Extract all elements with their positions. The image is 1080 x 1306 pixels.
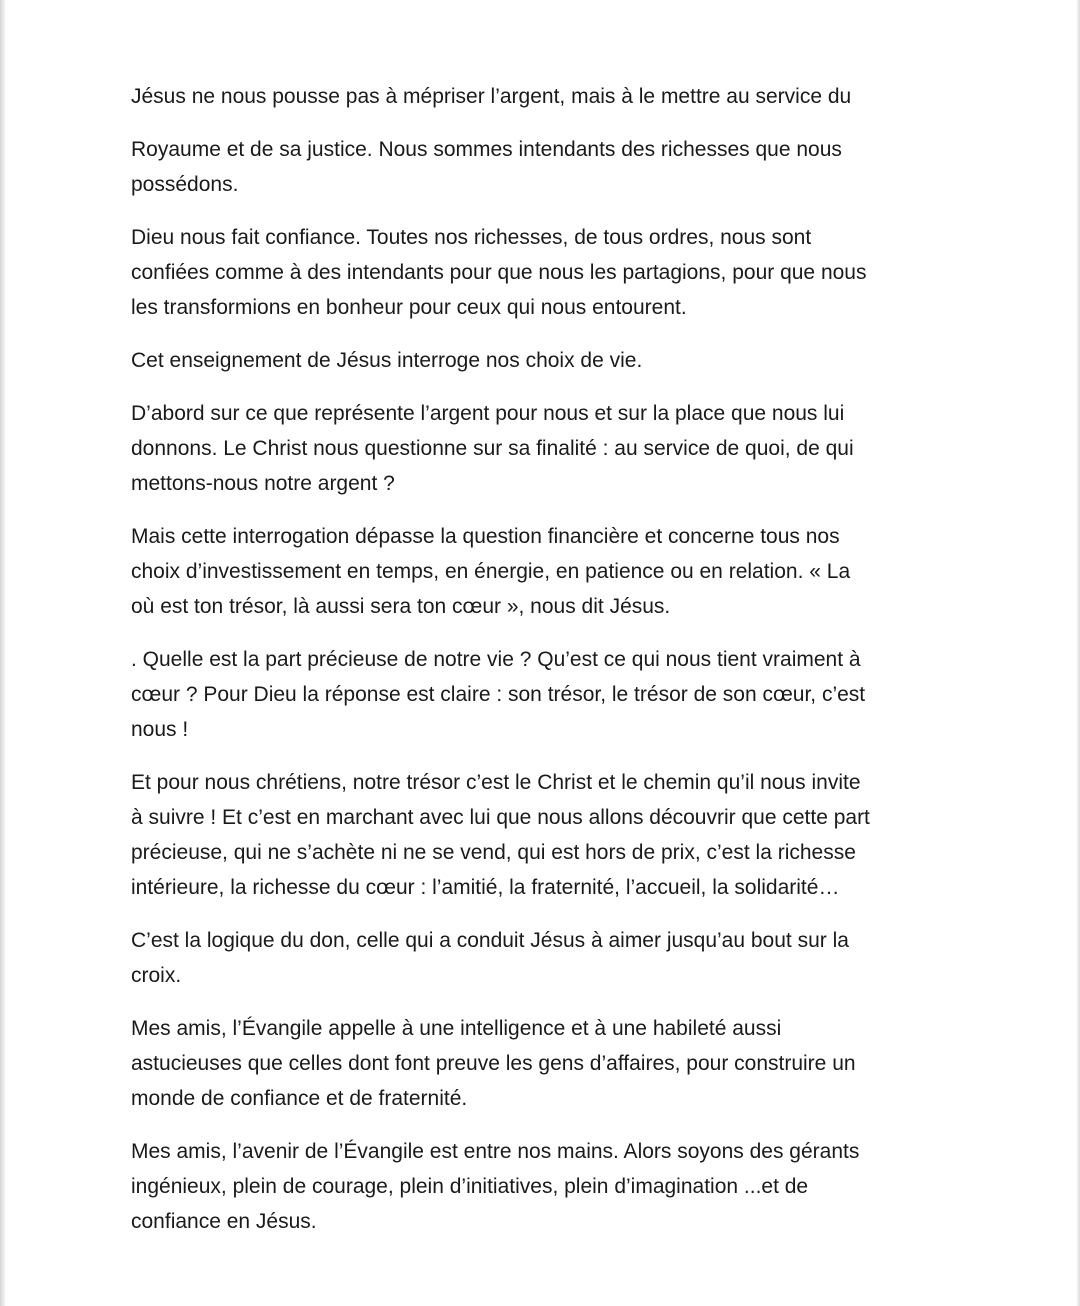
paragraph: Mes amis, l’Évangile appelle à une intelligence et à une habileté aussi astucieuses que celles dont font preuve les gens d’affaires, pour construire un monde de confiance et de fraternité. — [131, 1017, 856, 1110]
paragraph: Et pour nous chrétiens, notre trésor c’est le Christ et le chemin qu’il nous invite à suivre ! Et c’est en marchant avec lui que nous allons découvrir que cette part précieuse, qui ne s’achète ni ne se vend, qui est hors de prix, c’est la richesse intérieure, la richesse du cœur : l’amitié, la fraternité, l’accueil, la solidarité… — [131, 771, 870, 899]
paragraph: C’est la logique du don, celle qui a conduit Jésus à aimer jusqu’au bout sur la croix. — [131, 929, 849, 987]
paragraph: Cet enseignement de Jésus interroge nos choix de vie. — [131, 349, 643, 372]
document-body — [131, 79, 961, 1257]
paragraph: Mais cette interrogation dépasse la question financière et concerne tous nos choix d’investissement en temps, en énergie, en patience ou en relation. « La où est ton trésor, là aussi sera ton cœur », nous dit Jésus. — [131, 525, 851, 618]
paragraph: Jésus ne nous pousse pas à mépriser l’argent, mais à le mettre au service du — [131, 85, 852, 108]
page-edge-left — [0, 0, 6, 1306]
paragraph: Royaume et de sa justice. Nous sommes intendants des richesses que nous possédons. — [131, 138, 842, 196]
paragraph: . Quelle est la part précieuse de notre vie ? Qu’est ce qui nous tient vraiment à cœur ? Pour Dieu la réponse est claire : son trésor, le trésor de son cœur, c’est nous ! — [131, 648, 866, 741]
paragraph: Mes amis, l’avenir de l’Évangile est entre nos mains. Alors soyons des gérants ingénieux, plein de courage, plein d’initiatives, plein d’imagination ...et de confiance en Jésus. — [131, 1140, 860, 1233]
page-edge-right — [1076, 0, 1080, 1306]
paragraph: D’abord sur ce que représente l’argent pour nous et sur la place que nous lui donnons. Le Christ nous questionne sur sa finalité : au service de quoi, de qui mettons-nous notre argent ? — [131, 402, 854, 495]
paragraph: Dieu nous fait confiance. Toutes nos richesses, de tous ordres, nous sont confiées comme à des intendants pour que nous les partagions, pour que nous les transformions en bonheur pour ceux qui nous entourent. — [131, 226, 867, 319]
